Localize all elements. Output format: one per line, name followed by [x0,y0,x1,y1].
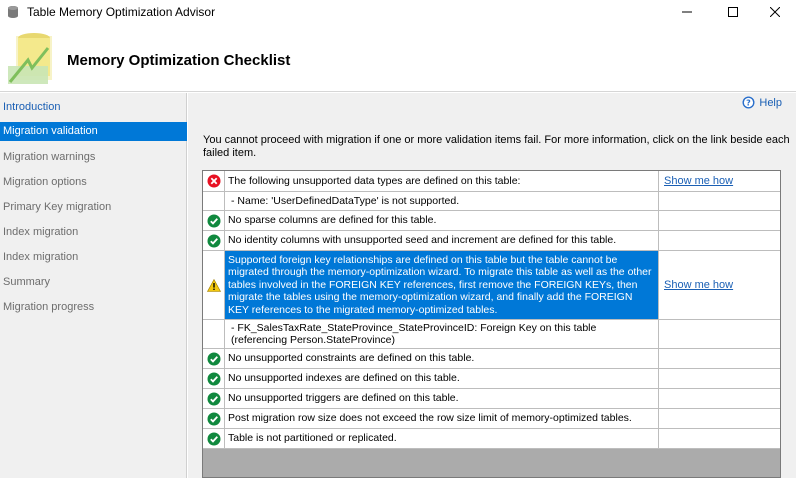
message-cell: No unsupported indexes are defined on this table. [225,369,659,388]
status-cell [203,369,225,388]
help-label: Help [759,96,782,109]
link-cell [659,211,780,230]
status-cell [203,251,225,319]
sidebar-item-summary: Summary [3,276,51,288]
status-cell [203,192,225,210]
message-cell: No unsupported constraints are defined on this table. [225,349,659,368]
sidebar-item-migration-warnings: Migration warnings [3,151,96,163]
status-cell [203,349,225,368]
help-icon [742,96,755,109]
status-cell [203,389,225,408]
table-row [203,409,780,429]
table-row [203,231,780,251]
status-cell [203,409,225,428]
message-cell: Post migration row size does not exceed the row size limit of memory-optimized tables. [225,409,659,428]
check-icon [207,214,221,228]
status-cell [203,211,225,230]
link-cell [659,320,780,348]
show-me-how-link[interactable]: Show me how [664,175,734,187]
error-icon [207,174,221,188]
table-row [203,429,780,449]
status-cell [203,231,225,250]
table-row-selected[interactable] [203,251,780,320]
table-row [203,192,780,211]
minimize-button[interactable] [664,0,710,24]
table-row [203,369,780,389]
warning-icon [207,279,221,292]
header-banner [0,24,796,92]
check-icon [207,372,221,386]
message-cell: The following unsupported data types are defined on this table: [225,171,659,191]
sidebar-item-migration-options: Migration options [3,176,87,188]
table-row [203,171,780,192]
sidebar-item-introduction[interactable]: Introduction [3,101,61,113]
table-row [203,349,780,369]
status-cell [203,171,225,191]
link-cell [659,389,780,408]
link-cell [659,409,780,428]
check-icon [207,412,221,426]
minimize-icon [682,7,692,17]
message-cell: - Name: 'UserDefinedDataType' is not supported. [225,192,659,210]
status-cell [203,429,225,448]
close-button[interactable] [752,0,796,24]
check-icon [207,234,221,248]
help-link[interactable] [742,96,782,109]
memory-optimization-logo-icon [8,30,56,84]
title-bar [0,0,796,24]
check-icon [207,352,221,366]
maximize-icon [728,7,738,17]
link-cell [659,192,780,210]
maximize-button[interactable] [710,0,756,24]
sidebar-item-index-migration-1: Index migration [3,226,79,238]
message-cell: Supported foreign key relationships are defined on this table but the table cannot be migrated through the memory-optimization wizard. To migrate this table as well as the other tables involved in the FOREIGN KEY references, first remove the FOREIGN KEYs, then migrate the tables using the memory-optimization wizard, and finally add the FOREIGN KEY references to the migrated memory-optimized tables. [225,251,659,319]
table-row [203,389,780,409]
link-cell [659,429,780,448]
window-title: Table Memory Optimization Advisor [27,5,216,19]
database-icon [6,5,20,19]
message-cell: No sparse columns are defined for this table. [225,211,659,230]
close-icon [770,7,780,17]
check-icon [207,432,221,446]
message-cell: - FK_SalesTaxRate_StateProvince_StateProvinceID: Foreign Key on this table (referencing Person.StateProvince) [225,320,659,348]
sidebar-item-index-migration-2: Index migration [3,251,79,263]
message-cell: Table is not partitioned or replicated. [225,429,659,448]
wizard-steps-sidebar [0,93,187,478]
show-me-how-link[interactable]: Show me how [664,279,734,291]
table-row [203,320,780,349]
page-title: Memory Optimization Checklist [67,52,291,69]
link-cell [659,349,780,368]
status-cell [203,320,225,348]
message-cell: No identity columns with unsupported seed and increment are defined for this table. [225,231,659,250]
sidebar-item-primary-key-migration: Primary Key migration [3,201,112,213]
message-cell: No unsupported triggers are defined on this table. [225,389,659,408]
link-cell [659,231,780,250]
check-icon [207,392,221,406]
sidebar-item-migration-progress: Migration progress [3,301,95,313]
table-row [203,211,780,231]
sidebar-item-migration-validation[interactable]: Migration validation [0,122,187,141]
link-cell [659,369,780,388]
validation-intro-text: You cannot proceed with migration if one or more validation items fail. For more information, click on the link beside each failed item. [203,134,790,159]
validation-checklist-grid [202,170,781,478]
svg-text:?: ? [746,98,752,108]
